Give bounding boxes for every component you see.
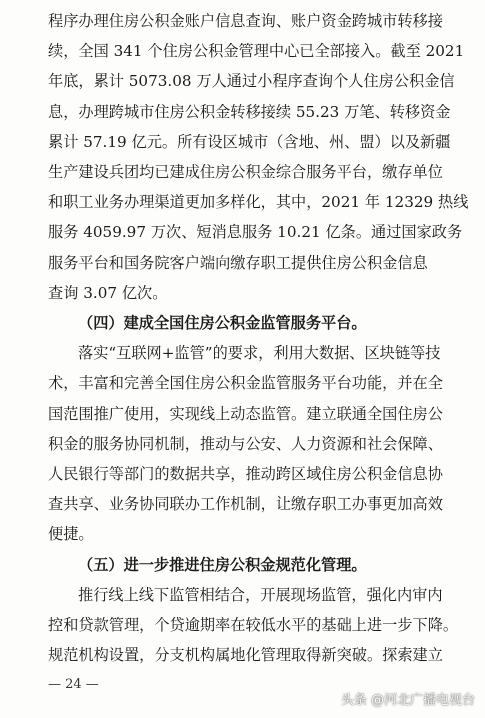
section-heading: （四）建成全国住房公积金监管服务平台。 [78, 314, 367, 332]
text-line: 和职工业务办理渠道更加多样化，其中，2021 年 12329 热线 [48, 193, 469, 212]
text-line: 积金的服务协同机制，推动与公安、人力资源和社会保障、 [48, 434, 443, 453]
text-line: 控和贷款管理，个贷逾期率在较低水平的基础上进一步下降。 [48, 616, 459, 634]
text-line: 落实“互联网+监管”的要求，利用大数据、区块链等技 [78, 344, 441, 363]
text-line: 息，办理跨城市住房公积金转移接续 55.23 万笔、转移资金 [48, 102, 451, 121]
text-line: 便捷。 [48, 525, 94, 544]
text-line: 程序办理住房公积金账户信息查询、账户资金跨城市转移接 [48, 12, 443, 30]
text-line: 生产建设兵团均已建成住房公积金综合服务平台，缴存单位 [48, 163, 443, 181]
page-number: — 24 — [48, 677, 99, 692]
text-line: 规范机构设置，分支机构属地化管理取得新突破。探索建立 [48, 646, 443, 665]
text-line: 术，丰富和完善全国住房公积金监管服务平台功能，并在全 [48, 374, 443, 393]
watermark-text: 头条 @河北广播电视台 [340, 693, 475, 708]
text-line: 续，全国 341 个住房公积金管理中心已全部接入。截至 2021 [48, 42, 465, 61]
text-line: 累计 57.19 亿元。所有设区城市（含地、州、盟）以及新疆 [48, 132, 451, 151]
section-heading: （五）进一步推进住房公积金规范化管理。 [78, 555, 367, 574]
text-line: 服务平台和国务院客户端向缴存职工提供住房公积金信息 [48, 253, 428, 272]
text-line: 推行线上线下监管相结合，开展现场监管，强化内审内 [78, 585, 443, 604]
text-line: 查共享、业务协同联办工作机制，让缴存职工办事更加高效 [48, 495, 443, 514]
text-line: 服务 4059.97 万次、短消息服务 10.21 亿条。通过国家政务 [48, 223, 463, 242]
text-line: 年底，累计 5073.08 万人通过小程序查询个人住房公积金信 [48, 72, 455, 91]
text-line: 人民银行等部门的数据共享，推动跨区域住房公积金信息协 [48, 465, 443, 483]
text-line: 查询 3.07 亿次。 [48, 283, 168, 302]
text-line: 国范围推广使用，实现线上动态监管。建立联通全国住房公 [48, 404, 443, 423]
watermark [341, 689, 475, 708]
